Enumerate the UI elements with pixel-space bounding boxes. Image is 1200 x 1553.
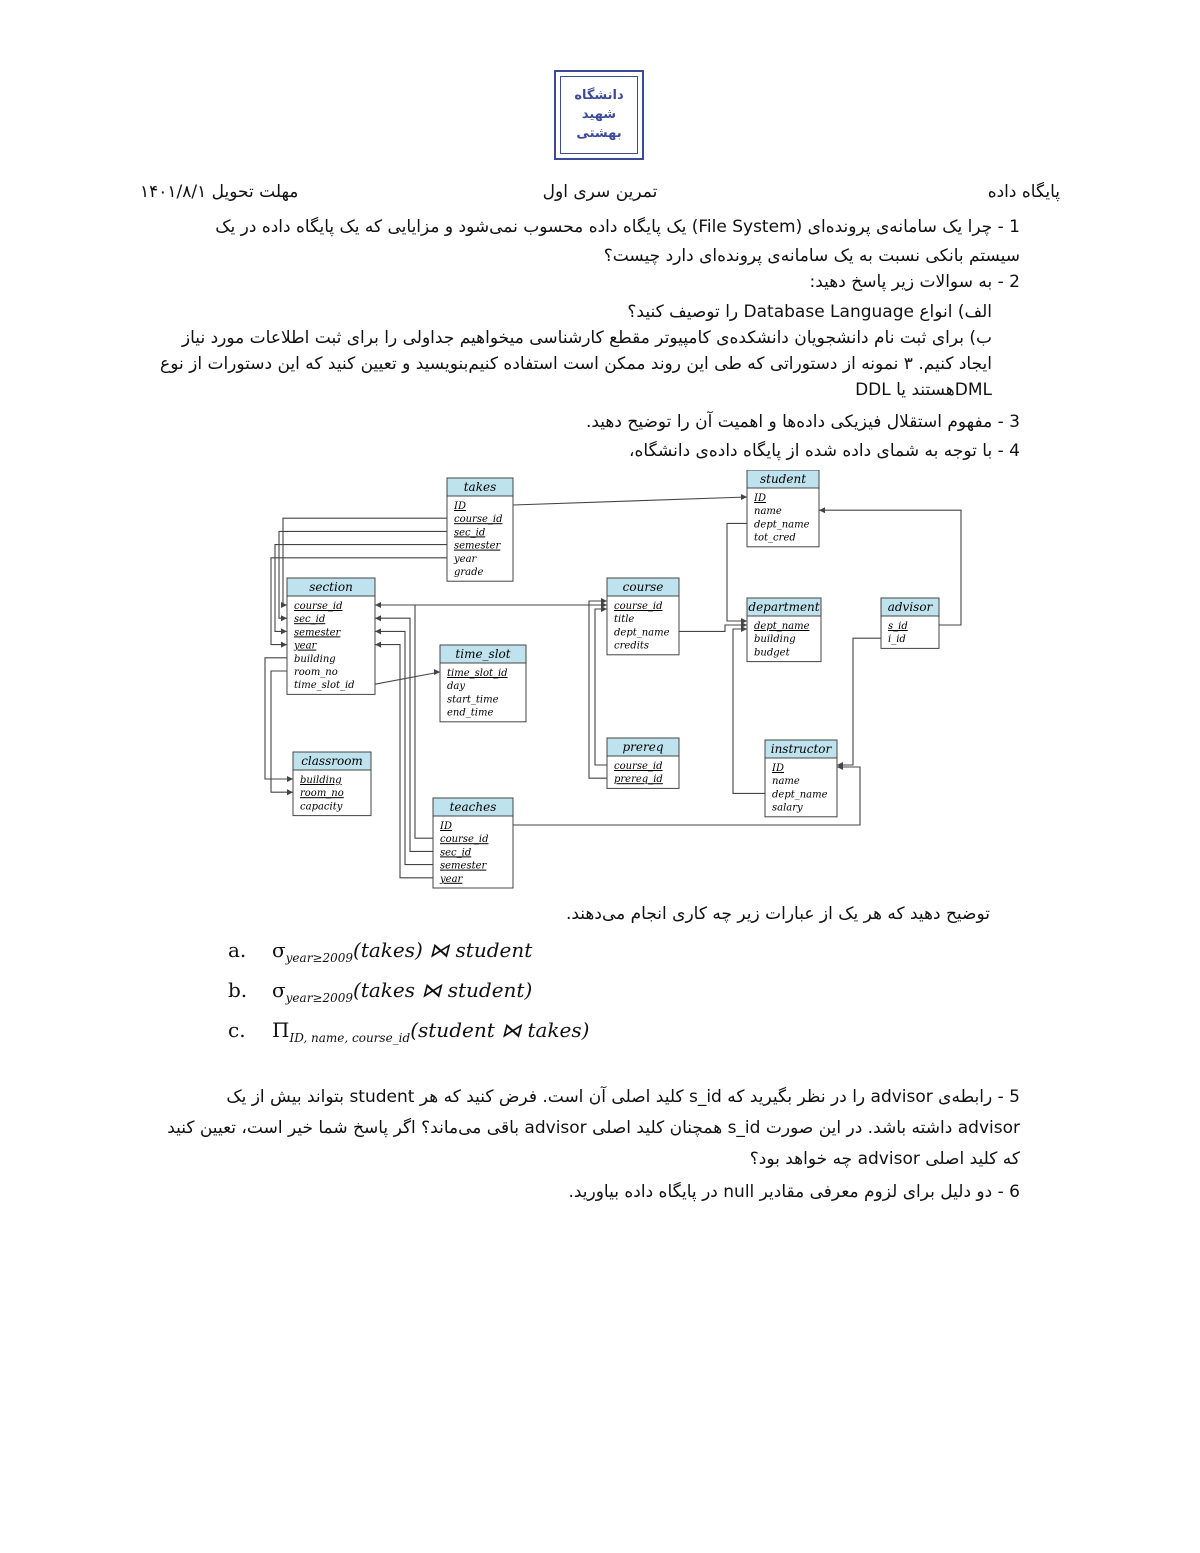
attribute-day: day <box>447 681 466 693</box>
table-student <box>747 470 819 547</box>
question-2 <box>160 268 1020 297</box>
table-name: time_slot <box>455 647 511 661</box>
table-name: course <box>622 580 664 594</box>
arrowhead <box>434 669 440 675</box>
university-logo <box>554 70 644 160</box>
attribute-course_id: course_id <box>614 761 663 772</box>
attribute-dept_name: dept_name <box>772 789 828 801</box>
arrowhead <box>375 642 381 648</box>
table-prereq <box>607 738 679 788</box>
question-4 <box>160 437 1020 466</box>
question-5 <box>160 1082 1020 1175</box>
expression-c <box>228 1018 589 1045</box>
attribute-year: year <box>440 873 463 885</box>
attribute-title: title <box>614 614 635 626</box>
table-name: student <box>759 472 807 486</box>
question-text: چرا یک سامانه‌ی پرونده‌ای (File System) یک پایگاه داده محسوب نمی‌شود و مزایایی که یک پایگاه داده در یک سیستم بانکی نسبت به یک سامانه‌ی پرونده‌ای دارد چیست؟ <box>215 217 1020 266</box>
expression-body: (takes) ⋈ student <box>353 938 533 962</box>
attribute-building: building <box>754 634 796 646</box>
attribute-salary: salary <box>772 802 803 814</box>
expression-a <box>228 938 532 965</box>
table-name: prereq <box>622 740 664 754</box>
attribute-year: year <box>294 640 317 652</box>
table-name: takes <box>463 480 497 494</box>
attribute-building: building <box>300 775 342 786</box>
expression-operator: Π <box>272 1018 290 1042</box>
attribute-ID: ID <box>454 501 466 512</box>
attribute-room_no: room_no <box>294 667 338 678</box>
expression-operator: σ <box>272 938 286 962</box>
table-section <box>287 578 375 694</box>
arrowhead <box>741 494 747 500</box>
question-number: 1 - <box>997 217 1020 237</box>
attribute-course_id: course_id <box>294 601 343 612</box>
attribute-time_slot_id: time_slot_id <box>447 668 508 679</box>
arrowhead <box>287 789 293 795</box>
table-name: department <box>748 600 820 614</box>
link-prereq-course-1 <box>595 609 607 765</box>
course-name: پایگاه داده <box>987 182 1060 202</box>
question-2-part-b: ب) برای ثبت نام دانشجویان دانشکده‌ی کامپیوتر مقطع کارشناسی میخواهیم جداولی را برای ثبت اطلاعات مورد نیاز ایجاد کنیم. ۳ نمونه از دستوراتی که طی این روند ممکن است استفاده کنیم‌بنویسید و تعیین کنید که این دستورات از نوع DMLهستند یا DDL <box>160 328 992 400</box>
attribute-ID: ID <box>440 821 452 832</box>
arrowhead <box>281 615 287 621</box>
table-name: classroom <box>301 754 363 768</box>
attribute-building: building <box>294 653 336 665</box>
arrowhead <box>741 618 747 624</box>
link-teaches-section-0 <box>375 605 433 838</box>
attribute-course_id: course_id <box>614 601 663 612</box>
arrowhead <box>819 507 825 513</box>
link-teaches-section-2 <box>375 631 433 864</box>
attribute-course_id: course_id <box>454 514 503 526</box>
attribute-semester: semester <box>294 627 341 639</box>
attribute-dept_name: dept_name <box>754 621 810 632</box>
attribute-sec_id: sec_id <box>294 614 326 626</box>
question-number: 6 - <box>997 1182 1020 1202</box>
link-course-department <box>679 625 747 631</box>
question-number: 4 - <box>997 441 1020 461</box>
link-prereq-course-2 <box>589 601 607 778</box>
expression-condition: ID, name, course_id <box>289 1031 411 1045</box>
arrowhead <box>601 606 607 612</box>
link-advisor-instructor <box>837 638 881 765</box>
attribute-i_id: i_id <box>888 634 906 646</box>
table-classroom <box>293 752 371 816</box>
deadline-label: مهلت تحویل ۱۴۰۱/۸/۱ <box>140 182 299 202</box>
expression-body: (student ⋈ takes) <box>410 1018 590 1042</box>
attribute-dept_name: dept_name <box>614 627 670 639</box>
attribute-ID: ID <box>754 493 766 504</box>
question-number: 2 - <box>997 272 1020 292</box>
arrowhead <box>375 602 381 608</box>
question-4-instruction: توضیح دهید که هر یک از عبارات زیر چه کاری انجام می‌دهند. <box>565 904 990 924</box>
attribute-start_time: start_time <box>447 694 499 706</box>
question-text: دو دلیل برای لزوم معرفی مقادیر null در پایگاه داده بیاورید. <box>568 1182 993 1202</box>
arrowhead <box>287 776 293 782</box>
table-name: instructor <box>770 742 832 756</box>
question-6 <box>160 1178 1020 1207</box>
table-teaches <box>433 798 513 888</box>
expression-condition: year≥2009 <box>285 951 354 965</box>
table-name: teaches <box>449 800 497 814</box>
question-2-part-a: الف) انواع Database Language را توصیف کنید؟ <box>627 302 992 322</box>
attribute-capacity: capacity <box>300 801 343 813</box>
expression-label: b. <box>228 978 248 1002</box>
table-course <box>607 578 679 655</box>
arrowhead <box>281 628 287 634</box>
table-name: section <box>309 580 353 594</box>
question-3 <box>160 408 1020 437</box>
assignment-title: تمرین سری اول <box>542 182 658 202</box>
attribute-ID: ID <box>772 763 784 774</box>
arrowhead <box>601 598 607 604</box>
question-text: رابطه‌ی advisor را در نظر بگیرید که s_id کلید اصلی آن است. فرض کنید که هر student بتواند بیش از یک advisor داشته باشد. در این صورت s_id همچنان کلید اصلی advisor باقی می‌ماند؟ اگر پاسخ شما خیر است، تعیین کنید که کلید اصلی advisor چه خواهد بود؟ <box>167 1087 1020 1169</box>
table-department <box>747 598 821 662</box>
question-text: به سوالات زیر پاسخ دهید: <box>809 272 993 292</box>
logo-text: دانشگاه شهید بهشتی <box>574 88 624 141</box>
question-1 <box>160 213 1020 271</box>
attribute-prereq_id: prereq_id <box>614 774 663 786</box>
expression-b <box>228 978 532 1005</box>
question-text: با توجه به شمای داده شده از پایگاه داده‌ی دانشگاه، <box>629 441 993 461</box>
attribute-time_slot_id: time_slot_id <box>294 680 355 692</box>
attribute-credits: credits <box>614 640 650 652</box>
arrowhead <box>281 602 287 608</box>
link-teaches-section-1 <box>375 618 433 851</box>
link-takes-student <box>513 497 747 505</box>
expression-label: c. <box>228 1018 246 1042</box>
expression-operator: σ <box>272 978 286 1002</box>
table-instructor <box>765 740 837 817</box>
table-name: advisor <box>887 600 933 614</box>
table-advisor <box>881 598 939 648</box>
arrowhead <box>741 626 747 632</box>
attribute-end_time: end_time <box>447 707 494 719</box>
university-schema-diagram <box>255 470 975 900</box>
attribute-year: year <box>454 553 477 565</box>
attribute-room_no: room_no <box>300 788 344 800</box>
expression-body: (takes ⋈ student) <box>353 978 533 1002</box>
attribute-name: name <box>772 776 800 788</box>
question-number: 3 - <box>997 412 1020 432</box>
link-teaches-section-3 <box>375 645 433 878</box>
question-text: مفهوم استقلال فیزیکی داده‌ها و اهمیت آن را توضیح دهید. <box>585 412 993 432</box>
arrowhead <box>375 628 381 634</box>
expression-condition: year≥2009 <box>285 991 354 1005</box>
link-student-department <box>727 523 747 621</box>
arrowhead <box>281 642 287 648</box>
attribute-semester: semester <box>440 860 487 872</box>
attribute-grade: grade <box>454 567 484 578</box>
table-time_slot <box>440 645 526 722</box>
attribute-course_id: course_id <box>440 834 489 846</box>
attribute-name: name <box>754 506 782 518</box>
table-takes <box>447 478 513 581</box>
attribute-dept_name: dept_name <box>754 519 810 531</box>
question-number: 5 - <box>997 1087 1020 1107</box>
arrowhead <box>375 615 381 621</box>
attribute-tot_cred: tot_cred <box>754 532 796 544</box>
attribute-sec_id: sec_id <box>440 847 472 859</box>
attribute-semester: semester <box>454 540 501 552</box>
expression-label: a. <box>228 938 247 962</box>
attribute-sec_id: sec_id <box>454 527 486 539</box>
attribute-s_id: s_id <box>888 621 908 632</box>
attribute-budget: budget <box>754 647 790 659</box>
link-section-timeslot <box>375 672 440 684</box>
